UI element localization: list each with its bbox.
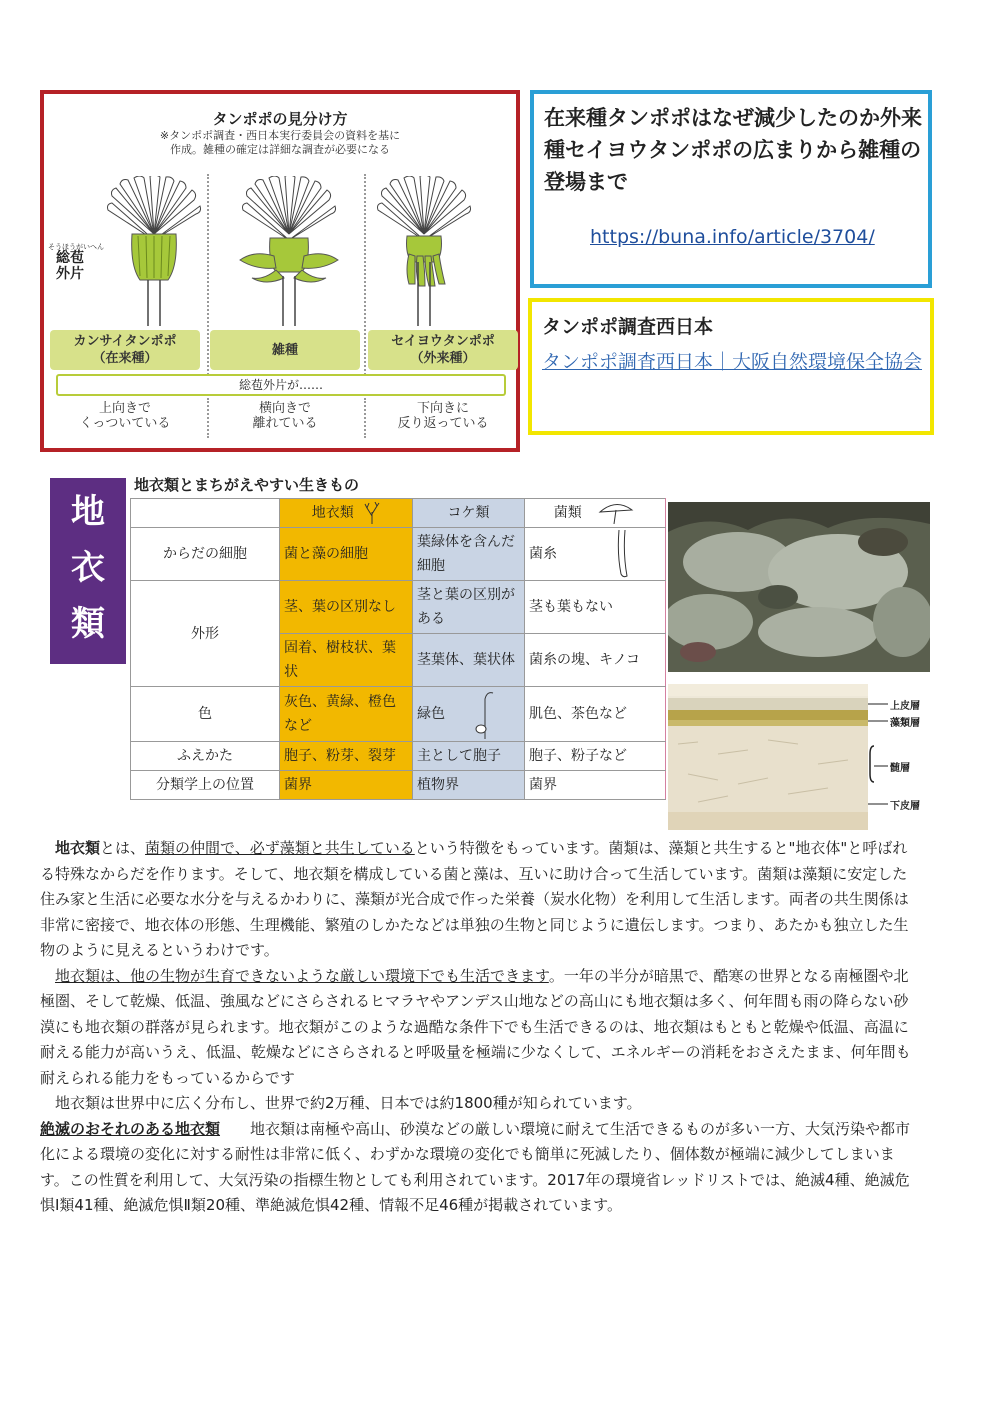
column-header-fungi-text: 菌類 [553, 505, 582, 521]
table-corner [131, 499, 280, 528]
label-seiyou-sub: （外来種） [410, 351, 476, 366]
cell-fungi [525, 528, 666, 581]
text-span: 。一年の半分が暗黒で、酷寒の世界となる南極圏や北極圏、そして乾燥、低温、強風などにさらされるヒマラヤやアンデス山地などの高山にも地衣類は多く、何年間も雨の降らない砂漠にも地衣類の群落が見られます。地衣類がこのような過酷な条件下でも生活できるのは、地衣類はもともと乾燥や低温、高温に耐える能力が高いうえ、低温、乾燥などにさらされると呼吸量を極端に少なくして、エネルギーの消耗をおさえたまま、何年間も耐えられる能力をもっているからです [40, 966, 911, 1087]
desc-hybrid-line2: 離れている [252, 416, 318, 431]
body-text [40, 836, 920, 1219]
layer-pointer-lines [868, 684, 888, 830]
lichen-comparison-table [130, 498, 666, 800]
cell-fungi-text: 菌糸 [529, 546, 557, 562]
row-label: 色 [131, 687, 280, 742]
label-kansai-sub: （在来種） [92, 351, 158, 366]
row-label: からだの細胞 [131, 528, 280, 581]
lichen-side-char: 衣 [71, 548, 105, 588]
divider [207, 398, 209, 438]
lead-term: 地衣類 [55, 839, 101, 857]
cell-fungi: 菌糸の塊、キノコ [525, 634, 666, 687]
article-link[interactable]: https://buna.info/article/3704/ [590, 226, 875, 248]
lichen-side-label [50, 478, 126, 664]
cell-lichen: 菌界 [280, 771, 413, 800]
label-kansai [50, 330, 200, 370]
lichen-icon [364, 502, 380, 524]
cell-lichen: 菌と藻の細胞 [280, 528, 413, 581]
label-seiyou [368, 330, 518, 370]
desc-kansai-line1: 上向きで [98, 401, 151, 416]
cell-fungi: 茎も葉もない [525, 581, 666, 634]
layer-label: 下皮層 [890, 801, 920, 812]
dandelion-note-line2: 作成。雑種の確定は詳細な調査が必要になる [170, 143, 390, 156]
lichen-photo [668, 502, 930, 672]
label-seiyou-name: セイヨウタンポポ [391, 334, 495, 349]
column-header-lichen [280, 499, 413, 528]
cell-moss: 茎と葉の区別がある [413, 581, 525, 634]
side-label [56, 250, 84, 282]
dandelion-id-box [40, 90, 520, 452]
layer-label: 髄層 [890, 763, 910, 774]
row-label: 外形 [131, 581, 280, 687]
text-span: 地衣類は南極や高山、砂漠などの厳しい環境に耐えて生活できるものが多い一方、大気汚染や都市化による環境の変化に対する耐性は非常に低く、わずかな環境の変化でも簡単に死滅したり、個体数が極端に減少してしまいます。この性質を利用して、大気汚染の指標生物としても利用されています。2017年の環境省レッドリストでは、絶滅4種、絶滅危惧Ⅰ類41種、絶滅危惧Ⅱ類20種、準絶滅危惧42種、情報不足46種が掲載されています。 [40, 1119, 911, 1214]
dandelion-title: タンポポの見分け方 [212, 110, 348, 128]
paragraph-2 [40, 964, 920, 1092]
column-header-fungi [525, 499, 666, 528]
desc-kansai-line2: くっついている [79, 416, 171, 431]
column-header-moss: コケ類 [413, 499, 525, 528]
paragraph-1 [40, 836, 920, 964]
cell-moss [413, 687, 525, 742]
article-title: 在来種タンポポはなぜ減少したのか外来種セイヨウタンポポの広まりから雑種の登場まで [544, 106, 922, 194]
table-row [131, 687, 666, 742]
flower-kansai-illustration [104, 176, 204, 326]
cell-lichen: 固着、樹枝状、葉状 [280, 634, 413, 687]
desc-kansai [50, 401, 200, 431]
desc-seiyou-line1: 下向きに [416, 401, 469, 416]
table-row [131, 742, 666, 771]
cell-moss-text: 茎葉体、葉状体 [417, 652, 515, 668]
text-span: とは、 [100, 839, 146, 857]
layer-label: 上皮層 [890, 701, 920, 712]
layer-labels [868, 684, 930, 830]
label-hybrid [210, 330, 360, 370]
flower-hybrid-illustration [234, 176, 344, 326]
column-header-lichen-text: 地衣類 [311, 505, 354, 521]
mushroom-stem-icon [601, 530, 641, 578]
mushroom-icon [596, 502, 636, 524]
moss-icon [471, 689, 497, 739]
lichen-side-char: 地 [71, 492, 105, 532]
side-ruby: そうほうがいへん [48, 243, 104, 251]
flower-seiyou-illustration [369, 176, 479, 326]
dandelion-note [44, 129, 516, 157]
table-row [131, 581, 666, 634]
lichen-side-char: 類 [71, 604, 105, 644]
paragraph-3: 地衣類は世界中に広く分布し、世界で約2万種、日本では約1800種が知られています。 [55, 1094, 642, 1112]
cell-moss [413, 634, 525, 687]
cell-lichen: 灰色、黄緑、橙色など [280, 687, 413, 742]
row-label: ふえかた [131, 742, 280, 771]
label-kansai-name: カンサイタンポポ [73, 334, 177, 349]
table-row [131, 528, 666, 581]
table-header-row [131, 499, 666, 528]
underlined-text: 菌類の仲間で、必ず藻類と共生している [145, 839, 415, 857]
label-hybrid-name: 雑種 [271, 342, 298, 358]
divider [364, 398, 366, 438]
dandelion-note-line1: ※タンポポ調査・西日本実行委員会の資料を基に [159, 129, 401, 142]
cell-fungi: 胞子、粉子など [525, 742, 666, 771]
cell-moss: 植物界 [413, 771, 525, 800]
cell-moss: 主として胞子 [413, 742, 525, 771]
section-heading: 絶滅のおそれのある地衣類 [40, 1119, 221, 1138]
cell-moss-text: 緑色 [417, 706, 445, 722]
cell-fungi: 肌色、茶色など [525, 687, 666, 742]
layer-label: 藻類層 [890, 718, 920, 729]
paragraph-4 [40, 1117, 920, 1219]
lichen-cross-section-photo [668, 684, 868, 830]
article-box [530, 90, 932, 288]
divider [207, 174, 209, 386]
desc-hybrid-line1: 横向きで [258, 401, 311, 416]
table-row [131, 771, 666, 800]
cell-moss: 葉緑体を含んだ細胞 [413, 528, 525, 581]
side-label-line2: 外片 [56, 266, 84, 282]
cell-lichen: 胞子、粉芽、裂芽 [280, 742, 413, 771]
desc-seiyou [368, 401, 518, 431]
desc-seiyou-line2: 反り返っている [397, 416, 489, 431]
row-label: 分類学上の位置 [131, 771, 280, 800]
survey-title: タンポポ調査西日本 [542, 316, 714, 338]
cell-fungi: 菌界 [525, 771, 666, 800]
side-label-line1: 総苞 [56, 250, 84, 266]
cell-lichen: 茎、葉の区別なし [280, 581, 413, 634]
lichen-table-title: 地衣類とまちがえやすい生きもの [134, 476, 360, 494]
survey-box [528, 298, 934, 435]
survey-link[interactable]: タンポポ調査西日本｜大阪自然環境保全協会 [542, 351, 923, 373]
desc-hybrid [210, 401, 360, 431]
text-span: という特徴をもっています。菌類は、藻類と共生すると"地衣体"と呼ばれる特殊なからだを作ります。そして、地衣類を構成している菌と藻は、互いに助け合って生活しています。菌類は藻類に安定した住み家と生活に必要な水分を与えるかわりに、藻類が光合成で作った栄養（炭水化物）を利用して生活します。両者の共生関係は非常に密接で、地衣体の形態、生理機能、繁殖のしかたなどは単独の生物と同じように遺伝します。つまり、あたかも独立した生物のように見えるというわけです。 [40, 839, 909, 959]
divider [364, 174, 366, 386]
underlined-text: 地衣類は、他の生物が生育できないような厳しい環境下でも生活できます [55, 966, 549, 985]
bract-bar: 総苞外片が…… [56, 374, 506, 396]
